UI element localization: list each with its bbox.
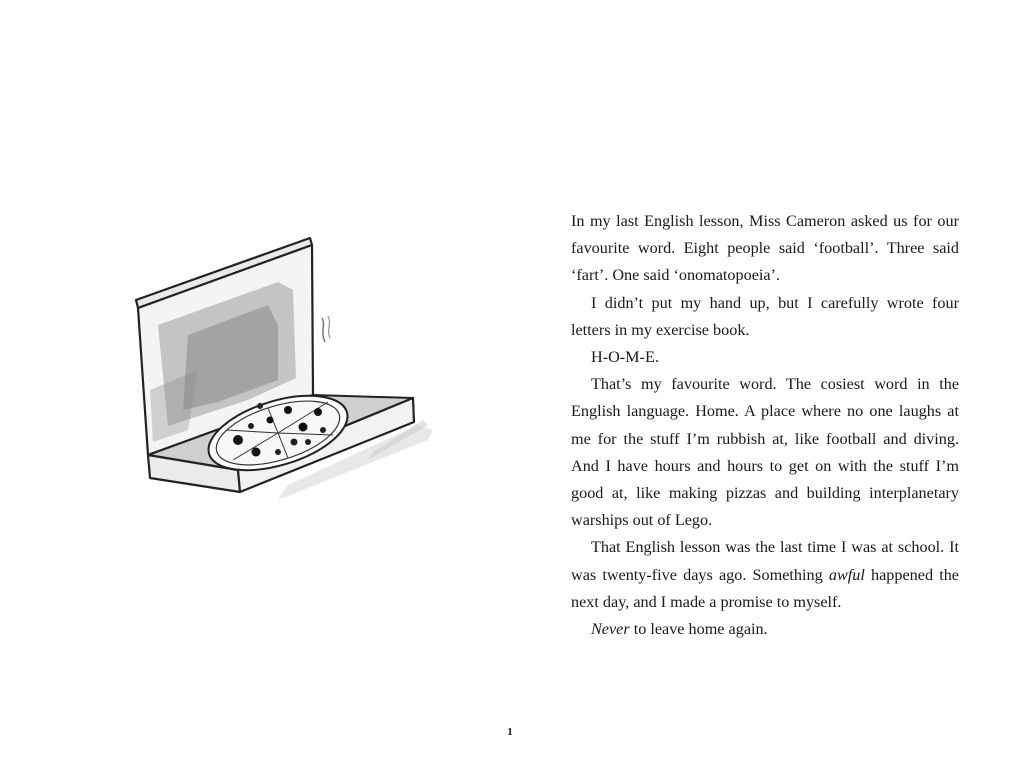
page-number: [0, 726, 1020, 738]
paragraph-4: That’s my favourite word. The cosiest word in the English language. Home. A place where no one laughs at me for the stuff I’m rubbish at, like football and diving. And I have hours and hours to get on with the stuff I’m good at, like making pizzas and building interplanetary warships out of Lego.: [571, 375, 959, 530]
paragraph-6-end: to leave home again.: [629, 620, 768, 639]
pizza-box-illustration: [128, 230, 438, 530]
paragraph-5-start: That English lesson was the last time I was at school. It was twenty-five days ago. Something: [571, 538, 959, 584]
paragraph-6: [571, 616, 959, 643]
emphasis-never: Never: [591, 620, 630, 639]
story-text: [571, 208, 959, 643]
paragraph-3: H-O-M-E.: [591, 348, 659, 367]
page-number-text: 1: [507, 726, 513, 738]
paragraph-2: I didn’t put my hand up, but I carefully wrote four letters in my exercise book.: [571, 293, 959, 339]
paragraph-1: In my last English lesson, Miss Cameron asked us for our favourite word. Eight people said ‘football’. Three said ‘fart’. One said ‘onomatopoeia’.: [571, 212, 959, 285]
paragraph-5-end: happened the next day, and I made a promise to myself.: [571, 565, 959, 611]
paragraph-5: [571, 534, 959, 616]
emphasis-awful: awful: [828, 565, 865, 584]
